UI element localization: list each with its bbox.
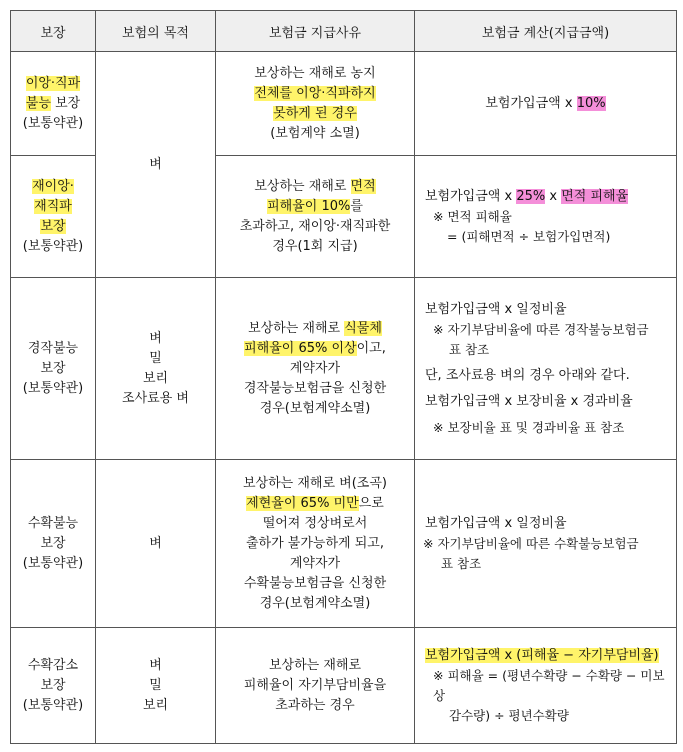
text: 벼 — [149, 535, 162, 551]
purpose-cell — [96, 460, 216, 628]
text: 보험가입금액 x — [485, 95, 573, 111]
highlight: 피해율이 65% 이상 — [244, 340, 357, 356]
purpose-cell — [96, 52, 216, 278]
text: 밀 — [149, 350, 162, 366]
header-purpose: 보험의 목적 — [96, 11, 216, 52]
text: 보상하는 재해로 농지 — [254, 65, 376, 81]
reason-cell — [216, 156, 415, 278]
text: (보통약관) — [22, 380, 84, 396]
highlight: 면적 — [350, 178, 376, 194]
text: (보통약관) — [22, 555, 84, 571]
text: 벼 — [149, 156, 162, 172]
reason-cell — [216, 278, 415, 460]
note: ※ 자기부담비율에 따른 경작불능보험금 — [433, 321, 649, 337]
highlight: 보험가입금액 x (피해율 − 자기부담비율) — [425, 647, 659, 663]
reason-cell — [216, 460, 415, 628]
highlight: 재직파 — [34, 198, 72, 214]
note: 감수량) ÷ 평년수확량 — [449, 707, 569, 723]
header-coverage: 보장 — [11, 11, 96, 52]
note: 표 참조 — [441, 555, 482, 571]
text: 보험가입금액 x — [425, 188, 513, 204]
text: 경작불능 — [27, 340, 79, 356]
text: 보상하는 재해로 — [254, 178, 347, 194]
note: ※ 면적 피해율 — [433, 208, 512, 224]
text: 경우(1회 지급) — [272, 238, 358, 254]
highlight: 전체를 이앙·직파하지 — [254, 85, 376, 101]
text: 보험가입금액 x 일정비율 — [425, 301, 567, 317]
text: 계약자가 — [289, 360, 341, 376]
text: 출하가 불가능하게 되고, — [246, 535, 384, 551]
table-row — [11, 628, 677, 744]
calc-cell — [415, 156, 677, 278]
text: 경작불능보험금을 신청한 — [243, 380, 387, 396]
text: (보통약관) — [22, 115, 84, 131]
purpose-cell — [96, 628, 216, 744]
coverage-cell — [11, 460, 96, 628]
note: ※ 자기부담비율에 따른 수확불능보험금 — [423, 535, 639, 551]
text: (보통약관) — [22, 238, 84, 254]
text: 조사료용 벼 — [122, 390, 189, 406]
text: 보장 — [40, 360, 66, 376]
text: 보장 — [55, 95, 81, 111]
coverage-cell — [11, 52, 96, 156]
highlight: 제현율이 65% 미만 — [246, 495, 359, 511]
text: 보상하는 재해로 — [248, 320, 341, 336]
highlight: 이앙·직파 — [25, 75, 81, 91]
text: 보장 — [40, 535, 66, 551]
calc-cell — [415, 460, 677, 628]
highlight: 피해율이 10% — [267, 198, 351, 214]
highlight: 불능 — [25, 95, 51, 111]
text: 초과하고, 재이앙·재직파한 — [239, 218, 391, 234]
text: 보장 — [40, 677, 66, 693]
calc-cell — [415, 278, 677, 460]
text: (보통약관) — [22, 697, 84, 713]
note: 표 참조 — [449, 341, 490, 357]
highlight: 못하게 된 경우 — [273, 105, 357, 121]
text: 밀 — [149, 677, 162, 693]
text: 경우(보험계약소멸) — [259, 400, 371, 416]
text: 보리 — [142, 697, 169, 713]
calc-cell — [415, 52, 677, 156]
note: = (피해면적 ÷ 보험가입면적) — [447, 228, 611, 244]
header-row — [11, 11, 677, 52]
text: 단, 조사료용 벼의 경우 아래와 같다. — [425, 367, 630, 383]
highlight: 10% — [576, 95, 606, 111]
text: 보상하는 재해로 벼(조곡) — [243, 475, 387, 491]
text: 를 — [350, 198, 363, 214]
text: 벼 — [149, 330, 162, 346]
text: 수확불능 — [27, 515, 79, 531]
text: 수확불능보험금을 신청한 — [243, 575, 387, 591]
text: 이고, — [356, 340, 386, 356]
text: 경우(보험계약소멸) — [259, 595, 371, 611]
coverage-cell — [11, 628, 96, 744]
insurance-coverage-table — [10, 10, 677, 744]
highlight: 보장 — [40, 218, 66, 234]
coverage-cell — [11, 156, 96, 278]
highlight: 면적 피해율 — [561, 188, 629, 204]
text: 수확감소 — [27, 657, 79, 673]
highlight: 재이앙· — [32, 178, 74, 194]
text: 보상하는 재해로 — [268, 657, 362, 673]
table-row — [11, 278, 677, 460]
header-calc: 보험금 계산(지급금액) — [415, 11, 677, 52]
text: 피해율이 자기부담비율을 — [243, 677, 387, 693]
reason-cell — [216, 628, 415, 744]
text: 계약자가 — [289, 555, 341, 571]
note: ※ 피해율 = (평년수확량 − 수확량 − 미보상 — [433, 667, 665, 703]
text: 보험가입금액 x 일정비율 — [425, 515, 567, 531]
header-reason: 보험금 지급사유 — [216, 11, 415, 52]
text: 벼 — [149, 657, 162, 673]
highlight: 25% — [516, 188, 546, 204]
text: 으로 — [358, 495, 384, 511]
text: x — [549, 188, 558, 204]
highlight: 식물체 — [344, 320, 382, 336]
note: ※ 보장비율 표 및 경과비율 표 참조 — [433, 419, 625, 435]
reason-cell — [216, 52, 415, 156]
table-row — [11, 52, 677, 156]
calc-cell — [415, 628, 677, 744]
text: 떨어져 정상벼로서 — [262, 515, 368, 531]
text: 보리 — [142, 370, 169, 386]
purpose-cell — [96, 278, 216, 460]
table-row — [11, 460, 677, 628]
text: 보험가입금액 x 보장비율 x 경과비율 — [425, 393, 633, 409]
coverage-cell — [11, 278, 96, 460]
text: 초과하는 경우 — [275, 697, 355, 713]
text: (보험계약 소멸) — [270, 125, 360, 141]
